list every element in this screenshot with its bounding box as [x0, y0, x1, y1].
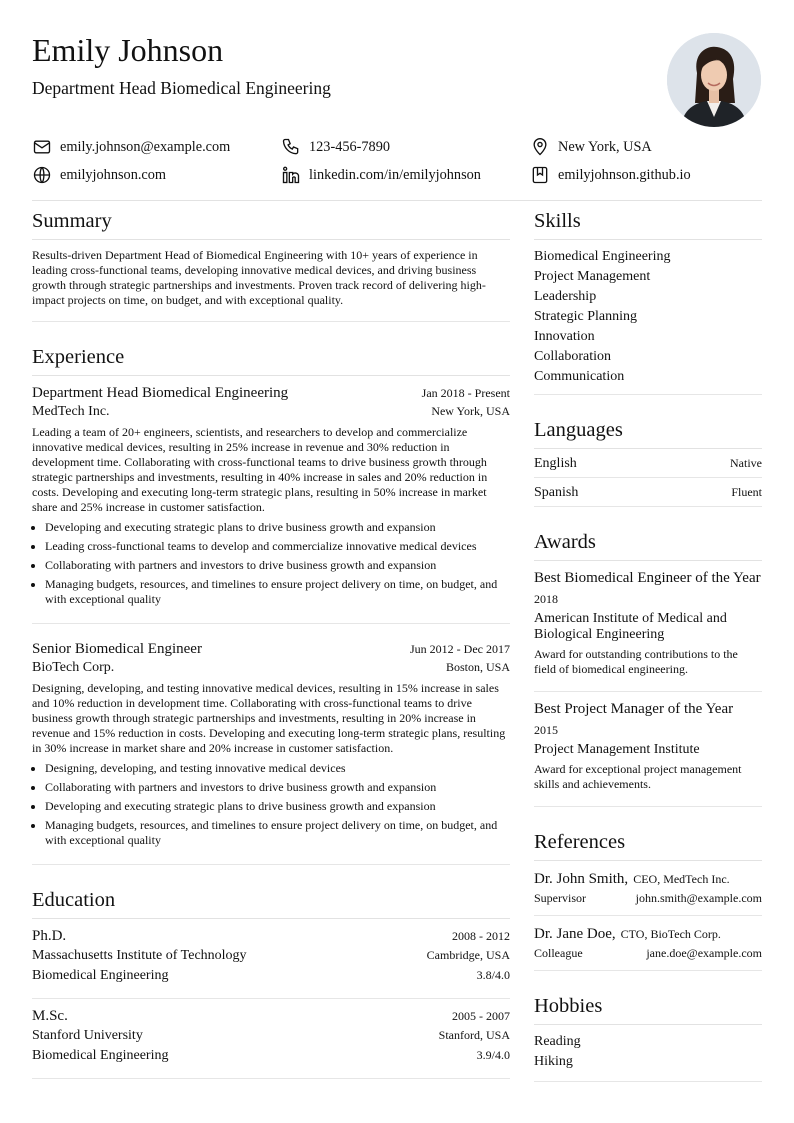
edu-location: Cambridge, USA	[426, 948, 510, 962]
hobbies-section	[534, 985, 762, 1082]
edu-gpa: 3.9/4.0	[476, 1048, 510, 1062]
edu-field: Biomedical Engineering	[32, 1048, 169, 1063]
award-title: Best Project Manager of the Year	[534, 701, 734, 717]
bookmark-icon	[530, 165, 550, 185]
contact-website[interactable]	[32, 165, 166, 185]
contact-location-text: New York, USA	[558, 139, 652, 155]
experience-section	[32, 336, 510, 865]
references-heading: References	[534, 821, 762, 861]
reference-relation: Supervisor	[534, 891, 586, 905]
reference-email[interactable]: jane.doe@example.com	[646, 946, 762, 960]
award-description: Award for exceptional project management skills and achievements.	[534, 762, 742, 791]
hobby-item: Reading	[534, 1034, 581, 1049]
job-title: Department Head Biomedical Engineering	[32, 385, 289, 401]
job-bullets	[32, 520, 510, 607]
awards-section	[534, 521, 762, 807]
job-dates: Jun 2012 - Dec 2017	[410, 642, 510, 656]
globe-icon	[32, 165, 52, 185]
job-entry	[32, 376, 510, 624]
award-issuer: Project Management Institute	[534, 742, 700, 757]
contact-github-text: emilyjohnson.github.io	[558, 167, 691, 183]
contact-linkedin-text: linkedin.com/in/emilyjohnson	[309, 167, 481, 183]
edu-location: Stanford, USA	[438, 1028, 510, 1042]
job-location: New York, USA	[431, 404, 510, 418]
job-title: Senior Biomedical Engineer	[32, 641, 202, 657]
language-level: Fluent	[731, 485, 762, 499]
reference-item	[534, 861, 762, 916]
profile-photo	[667, 33, 761, 127]
job-bullet: • Collaborating with partners and investors to drive business growth and expansion	[45, 558, 510, 573]
award-issuer: American Institute of Medical and Biological Engineering	[534, 611, 727, 642]
language-name: Spanish	[534, 485, 579, 500]
reference-name: Dr. John Smith,	[534, 871, 629, 887]
award-item	[534, 692, 762, 807]
reference-relation: Colleague	[534, 946, 583, 960]
edu-degree: M.Sc.	[32, 1008, 68, 1024]
education-entry	[32, 919, 510, 999]
language-name: English	[534, 456, 577, 471]
edu-degree: Ph.D.	[32, 928, 67, 944]
edu-school: Massachusetts Institute of Technology	[32, 948, 247, 963]
skills-section	[534, 200, 762, 395]
education-entry	[32, 999, 510, 1079]
job-bullet: • Leading cross-functional teams to develop and commercialize innovative medical devices	[45, 539, 510, 554]
hobby-item: Hiking	[534, 1054, 573, 1069]
references-section	[534, 821, 762, 971]
award-year: 2018	[534, 592, 558, 606]
edu-gpa: 3.8/4.0	[476, 968, 510, 982]
reference-name: Dr. Jane Doe,	[534, 926, 616, 942]
left-column	[32, 200, 510, 1093]
job-bullet: • Managing budgets, resources, and timelines to ensure project delivery on time, on budget, and with exceptional quality	[45, 818, 510, 848]
job-description: Leading a team of 20+ engineers, scientists, and researchers to develop and commercialize innovative medical devices, resulting in 25% increase in revenue and 30% reduction in development time. Collaborating with cross-functional teams to drive business growth through strategic partnerships and investments, resulting in 40% increase in sales and 20% reduction in costs. Developing and executing long-term strategic plans, resulting in 50% increase in market share and 25% increase in customer satisfaction.	[32, 425, 488, 514]
languages-section	[534, 409, 762, 507]
award-item	[534, 561, 762, 692]
summary-section	[32, 200, 510, 322]
edu-dates: 2008 - 2012	[452, 929, 510, 943]
language-item	[534, 449, 762, 478]
experience-heading: Experience	[32, 336, 510, 376]
job-bullet: • Developing and executing strategic plans to drive business growth and expansion	[45, 799, 510, 814]
hobbies-heading: Hobbies	[534, 985, 762, 1025]
edu-school: Stanford University	[32, 1028, 143, 1043]
edu-field: Biomedical Engineering	[32, 968, 169, 983]
job-bullet: • Designing, developing, and testing innovative medical devices	[45, 761, 510, 776]
map-pin-icon	[530, 137, 550, 157]
reference-item	[534, 916, 762, 971]
candidate-name: Emily Johnson	[32, 32, 224, 68]
skill-item: Leadership	[534, 289, 597, 304]
job-bullet: • Developing and executing strategic plans to drive business growth and expansion	[45, 520, 510, 535]
skill-item: Biomedical Engineering	[534, 249, 671, 264]
award-year: 2015	[534, 723, 558, 737]
skill-item: Communication	[534, 369, 625, 384]
contact-email-text: emily.johnson@example.com	[60, 139, 231, 155]
edu-dates: 2005 - 2007	[452, 1009, 510, 1023]
contact-phone[interactable]	[281, 137, 390, 157]
summary-text: Results-driven Department Head of Biomedical Engineering with 10+ years of experience in leading cross-functional teams, developing innovative medical devices, and driving business growth through strategic partnerships and investments. Proven track record of delivering high-impact projects on time, on budget, and with exceptional quality.	[32, 240, 510, 322]
skills-heading: Skills	[534, 200, 762, 240]
job-company: BioTech Corp.	[32, 660, 115, 675]
awards-heading: Awards	[534, 521, 762, 561]
award-title: Best Biomedical Engineer of the Year	[534, 570, 761, 586]
resume-page	[32, 0, 762, 1069]
contact-website-text: emilyjohnson.com	[60, 167, 167, 183]
contact-linkedin[interactable]	[281, 165, 481, 185]
skills-list	[534, 240, 762, 395]
award-description: Award for outstanding contributions to the field of biomedical engineering.	[534, 647, 738, 676]
job-company: MedTech Inc.	[32, 404, 110, 419]
job-description: Designing, developing, and testing innovative medical devices, resulting in 15% increase in sales and 10% reduction in development time. Collaborating with cross-functional teams to drive business growth through strategic partnerships and investments, resulting in 20% increase in revenue and 15% reduction in costs. Developing and executing long-term strategic plans, resulting in 30% increase in market share and 20% increase in customer satisfaction.	[32, 681, 506, 755]
job-bullet: • Managing budgets, resources, and timelines to ensure project delivery on time, on budget, and with exceptional quality	[45, 577, 510, 607]
job-location: Boston, USA	[445, 660, 510, 674]
education-section	[32, 879, 510, 1079]
skill-item: Collaboration	[534, 349, 611, 364]
linkedin-icon	[281, 165, 301, 185]
reference-role: CTO, BioTech Corp.	[620, 927, 721, 941]
resume-header	[32, 0, 762, 201]
contact-github[interactable]	[530, 165, 691, 185]
contact-email[interactable]	[32, 137, 230, 157]
language-item	[534, 478, 762, 507]
contact-phone-text: 123-456-7890	[309, 139, 391, 155]
job-dates: Jan 2018 - Present	[421, 386, 510, 400]
mail-icon	[32, 137, 52, 157]
hobbies-list	[534, 1025, 762, 1082]
summary-heading: Summary	[32, 200, 510, 240]
job-entry	[32, 632, 510, 865]
skill-item: Strategic Planning	[534, 309, 638, 324]
skill-item: Project Management	[534, 269, 651, 284]
job-bullet: • Collaborating with partners and investors to drive business growth and expansion	[45, 780, 510, 795]
skill-item: Innovation	[534, 329, 595, 344]
language-level: Native	[730, 456, 762, 470]
job-bullets	[32, 761, 510, 848]
reference-email[interactable]: john.smith@example.com	[635, 891, 762, 905]
candidate-title: Department Head Biomedical Engineering	[32, 78, 331, 98]
reference-role: CEO, MedTech Inc.	[633, 872, 730, 886]
contact-location	[530, 137, 652, 157]
languages-heading: Languages	[534, 409, 762, 449]
education-heading: Education	[32, 879, 510, 919]
phone-icon	[281, 137, 301, 157]
right-column	[534, 200, 762, 1096]
